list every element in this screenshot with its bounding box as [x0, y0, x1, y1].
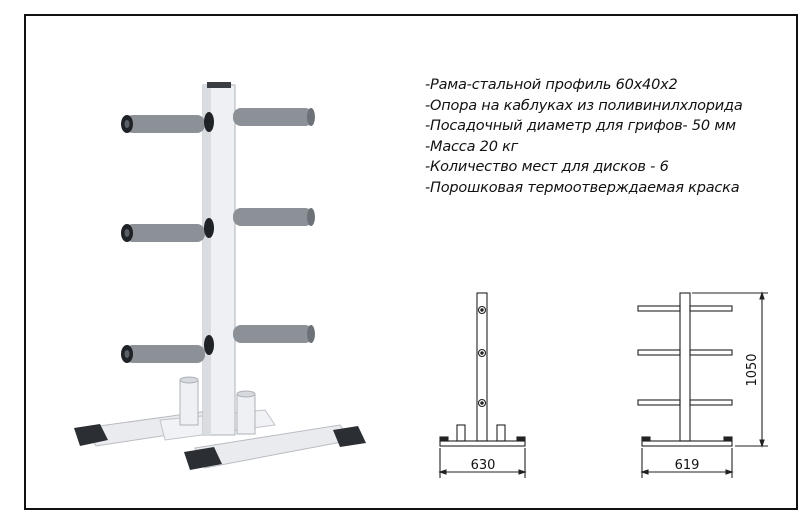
rack-render	[74, 82, 366, 470]
side-view-drawing	[440, 293, 525, 478]
spec-item-diameter: -Посадочный диаметр для грифов- 50 мм	[425, 118, 736, 134]
height-dimension: 1050	[745, 353, 760, 387]
front-width-dimension: 619	[674, 458, 700, 473]
spec-item-coating: -Порошковая термоотверждаемая краска	[425, 179, 740, 196]
post-cap	[207, 82, 231, 88]
spec-item-plate-slots: -Количество мест для дисков - 6	[425, 159, 669, 175]
specification-list	[425, 75, 743, 198]
spec-item-feet: -Опора на каблуках из поливинилхлорида	[425, 97, 743, 114]
storage-peg-left	[180, 380, 198, 425]
spec-item-weight: -Масса 20 кг	[425, 138, 519, 155]
side-width-dimension: 630	[470, 458, 496, 473]
storage-peg-right	[237, 394, 255, 434]
spec-item-frame: -Рама-стальной профиль 60х40х2	[425, 77, 678, 93]
